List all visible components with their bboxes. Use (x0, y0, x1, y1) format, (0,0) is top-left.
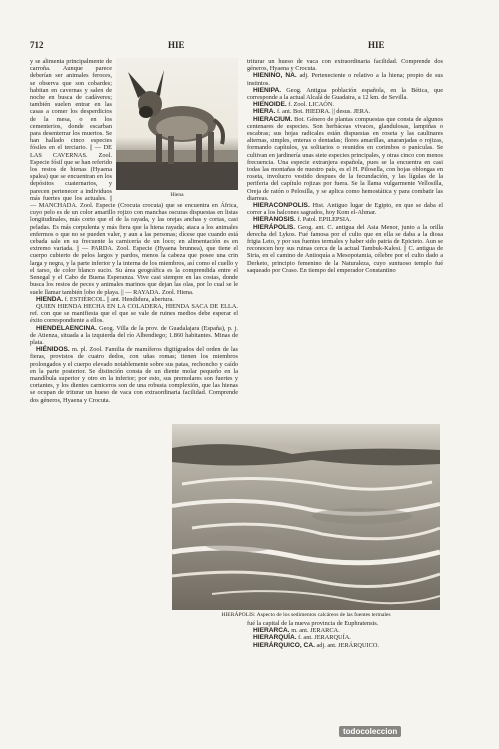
entry-term: HIÉNIDOS. (36, 346, 70, 354)
hierapolis-caption: HIERÁPOLIS: Aspecto de los sedimentos calcáreos de las fuentes termales (221, 612, 391, 618)
entry-term: HIERANOSIS. (253, 216, 296, 224)
entry-term: HIENDELAENCINA. (36, 324, 97, 332)
entry-hienidos: HIÉNIDOS. m. pl. Zool. Familia de mamíferos digitígrados del orden de las fieras, provistos de cuatro dedos, con uñas romas; tienen los miembros prolongados y el cuerpo elevado notablemente sobre sus patas, rechoncho y caído en la parte posterior. Se distinción consta de un diente molar pequeño en la mandíbula superior y otro en la inferior; por esto, sus premolares son fuertes y cortantes, y los dientes carniceros son de una robusta complexión, que las hienas se ocupan de triturar un hueso de vaca con extraordinaria facilidad. Comprende dos géneros, Hyaena y Crocuta. (30, 346, 238, 404)
entry-term: HIERACIUM. (253, 115, 293, 123)
entry-hieraconpolis: HIERACONPOLIS. Hist. Antiguo lugar de Egipto, en que se daba el correr a los halcones sagrados, hoy Kom el-Ahmar. (247, 202, 443, 217)
entry-term: HIENIPA. (253, 86, 282, 94)
running-header (30, 40, 469, 54)
header-guide-left: HIE (168, 40, 185, 50)
entry-hienoide: HIENOIDE. f. Zool. LICAÓN. (253, 101, 334, 109)
entry-term: HIERA. (253, 108, 276, 116)
hyena-photo (116, 58, 238, 190)
page-number: 712 (30, 40, 44, 50)
entry-hieranosis: HIERANOSIS. f. Patol. EPILEPSIA. (253, 216, 352, 224)
entry-term: HIENOIDE. (253, 101, 287, 109)
hierapolis-photo (172, 424, 440, 610)
entry-hieracium: HIERACIUM. Bot. Género de plantas compuestas que consta de algunos centenares de especies. Son herbáceas vivaces, glandulosas, lampiñas o escabras; sus hojas radicales están dispuestas en roseta y las caulinares alternas, simples, enteras o dentadas; flores amarillas, anaranjadas o rojizas, formando capítulos, ya solitarios o reunidos en corimbos o panículas. Se cultivan en jardinería unas siete especies principales, y otras cinco con menos frecuencia. Una especie extranjera española, pues se la encuentra en casi todas las montañas de nuestro país, es el H. Pilosella, con hojas oblongas en roseta, involucro vestido despues de la fecundación, y las lígulas de la periferia del capítulo rojizas por fuera. Se la llama vulgarmente Vellosilla, Oreja de ratón o Pelosilla, y se aplica como hemostática y para combatir las diarreas. (247, 115, 443, 202)
entry-hienino: HIENINO, NA. adj. Perteneciente o relativo a la hiena; propio de sus instintos. (247, 72, 443, 87)
hyena-caption: Hiena (170, 192, 184, 198)
entry-term: HIERÁRQUICO, CA. (253, 641, 315, 649)
entry-hierapolis: HIERÁPOLIS. Geog. ant. C. antigua del Asia Menor, junto a la orilla derecha del Lykos. Fué famosa por el culto que en ella se daba a la diosa frigia Leto, y por sus fuentes termales y haber sido patria de Epicteto. Aun se reconocen hoy sus ruinas cerca de la actual Tambuk-Kalesi. || C. antigua de Siria, en el camino de Antioquía a Mesopotamia, célebre por el culto dado a Derketo, principio femenino de la Naturaleza, cuyo suntuoso templo fué saqueado por Craso. En tiempo del emperador Constantino (247, 223, 443, 274)
header-guide-right: HIE (368, 40, 385, 50)
entry-hierarquia: HIERARQUÍA. f. ant. JERARQUÍA. (253, 634, 351, 642)
watermark: todocoleccion (339, 726, 401, 737)
terraces-illustration (172, 424, 440, 610)
entry-term: HIENDA. (36, 295, 64, 303)
hyena-illustration (116, 58, 238, 190)
entry-hierarca: HIERARCA. m. ant. JERARCA. (253, 627, 340, 635)
entry-term: HIERARCA. (253, 627, 290, 635)
entry-hiena-text: y se alimenta principalmente de carroña. Aunque parece deberían ser animales feroces, se observa que son cobardes; habitan en cavernas y salen de noche en busca de cadáveres; también suelen entrar en las casas a comer los desperdicios de la mesa, o en los cementerios, donde escarban para desenterrar los muertos. Se han hallado cinco especies fósiles en el terciario. || — DE LAS CAVERNAS. Zool. Especie fósil que se han referido los restos de hienas (Hyaena spalea) que se encuentran en los depósitos cuaternarios, y parecen pertenecer a individuos más fuertes que los actuales. || — MANCHADA. Zool. Especie (Crocuta crocuta) que se encuentra en África, cuyo pelo es de un color amarillo rojizo con manchas oscuras dispuestas en listas longitudinales, más corto que el de la rayada, y las orejas anchas y cortas, casi peladas. Es más corpulenta y más fiera que la hiena rayada; ataca a los animales enfermos o que no se pueden valer, y aun a las personas; dícese que cuando está cebada sale en su frecuente la carnicería de un loco; en alimentación es en extremo variada. || — PARDA. Zool. Especie (Hyaena brunnea), que tiene el cuerpo cubierto de pelos largos y pardos, menos la cabeza que posee una crin larga y negra, y la parte inferior y la interna de los miembros, así como el cuello y el tarso, de color blanco sucio. Su área geográfica es la comprendida entre el Senegal y el Cabo de Buena Esperanza. Vive casi siempre en las costas, donde busca los restos de peces y animales marinos que dejan las olas, por lo cual se le suele llamar también lobo de playa. || — RAYADA. Zool. Hiena. (30, 58, 238, 296)
entry-proverb: QUIEN HIENDA HECHA EN LA COLADERA, HIENDA SACA DE ELLA. ref. con que se manifiesta que el que se vale de ruines medios debe esperar el éxito correspondiente a ellos. (30, 302, 238, 325)
entry-term: HIERÁPOLIS. (253, 223, 296, 231)
entry-hienda: HIENDA. f. ESTIÉRCOL. || ant. Hendidura, abertura. (36, 295, 174, 303)
right-column-tail (247, 620, 443, 649)
right-column (247, 58, 443, 422)
entry-continuation: triturar un hueso de vaca con extraordinaria facilidad. Comprende dos géneros, Hyaena y Crocuta. (247, 58, 443, 73)
entry-hiendelaencina: HIENDELAENCINA. Geog. Villa de la prov. de Guadalajara (España), p. j. de Atienza, situada a la izquierda del río Albendiego; 1.860 habitantes. Minas de plata. (30, 324, 238, 346)
entry-hienipa: HIENIPA. Geog. Antigua población española, en la Bética, que corresponde a la actual Alcalá de Guadaira, a 12 km. de Sevilla. (247, 86, 443, 102)
entry-term: HIERACONPOLIS. (253, 202, 310, 210)
entry-continuation-2: fué la capital de la nueva provincia de Euphratensis. (247, 620, 379, 627)
entry-term: HIERARQUÍA. (253, 634, 297, 642)
entry-term: HIENINO, NA. (253, 72, 297, 80)
entry-hierarquico: HIERÁRQUICO, CA. adj. ant. JERÁRQUICO. (253, 641, 379, 649)
entry-hiera: HIERA. f. ant. Bot. HIEDRA. || desus. JERA. (253, 108, 371, 116)
hyena-figure (116, 58, 238, 200)
